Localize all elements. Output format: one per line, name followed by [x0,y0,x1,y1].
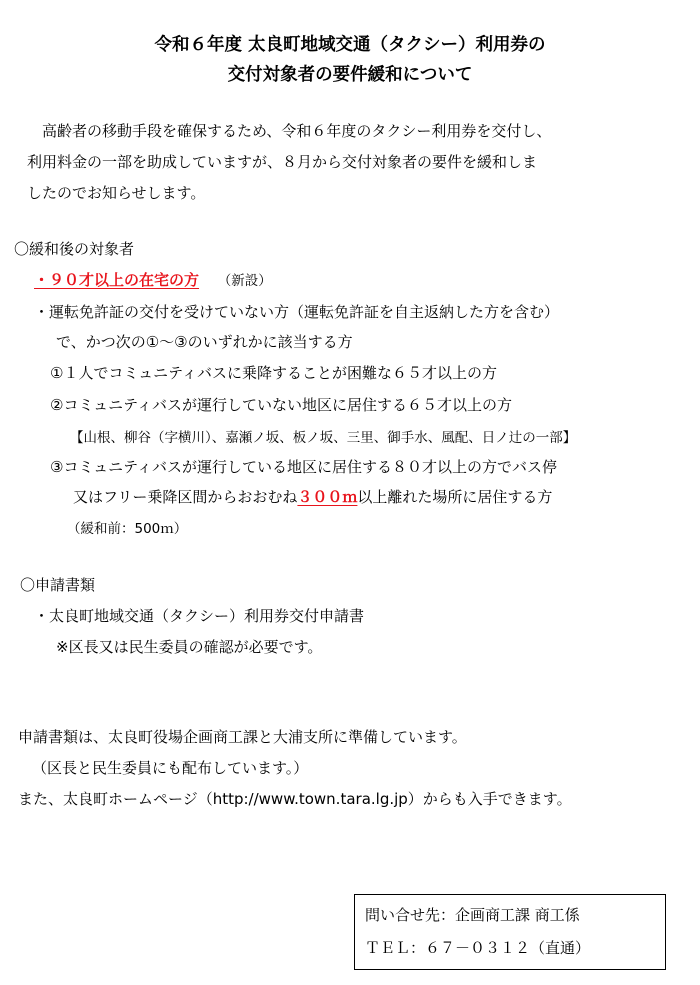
intro-line-2: 利用料金の一部を助成していますが、８月から交付対象者の要件を緩和しま [27,153,538,171]
condition-1: ①１人でコミュニティバスに乗降することが困難な６５才以上の方 [50,364,497,382]
new-eligible-item [34,269,272,290]
new-eligible-text: ・９０才以上の在宅の方 [34,271,200,289]
title-line-2: 交付対象者の要件緩和について [227,65,473,85]
contact-box [354,894,666,970]
section-heading-eligible: 〇緩和後の対象者 [14,240,135,258]
license-item-line-2: で、かつ次の①～③のいずれかに該当する方 [56,333,353,351]
condition-3-before: （緩和前：500ｍ） [67,521,188,537]
license-item-line-1: ・運転免許証の交付を受けていない方（運転免許証を自主返納した方を含む） [34,303,560,321]
condition-3-post: 以上離れた場所に居住する方 [357,488,553,506]
footer-line-1: 申請書類は、太良町役場企画商工課と大浦支所に準備しています。 [18,728,467,746]
section-heading-documents: 〇申請書類 [20,576,96,594]
condition-2: ②コミュニティバスが運行していない地区に居住する６５才以上の方 [50,396,512,414]
new-tag: （新設） [217,273,272,289]
contact-phone: ＴＥＬ：６７－０３１２（直通） [365,939,591,957]
condition-3-pre: 又はフリー乗降区間からおおむね [73,488,298,506]
footer-line-2: （区長と民生委員にも配布しています。） [32,759,309,777]
contact-department: 問い合せ先：企画商工課 商工係 [365,906,580,924]
documents-note: ※区長又は民生委員の確認が必要です。 [56,638,323,656]
intro-line-3: したのでお知らせします。 [27,184,206,202]
condition-2-areas: 【山根、柳谷（字横川）、嘉瀬ノ坂、板ノ坂、三里、御手水、風配、日ノ辻の一部】 [70,430,577,446]
intro-line-1: 高齢者の移動手段を確保するため、令和６年度のタクシー利用券を交付し、 [27,122,552,140]
documents-item: ・太良町地域交通（タクシー）利用券交付申請書 [34,607,365,625]
footer-line-3: また、太良町ホームページ（http://www.town.tara.lg.jp）からも入手できます。 [18,790,572,808]
title-line-1: 令和６年度 太良町地域交通（タクシー）利用券の [154,35,546,55]
condition-3-line-2 [73,486,552,507]
condition-3-distance: ３００ｍ [297,488,358,506]
condition-3-line-1: ③コミュニティバスが運行している地区に居住する８０才以上の方でバス停 [50,458,557,476]
